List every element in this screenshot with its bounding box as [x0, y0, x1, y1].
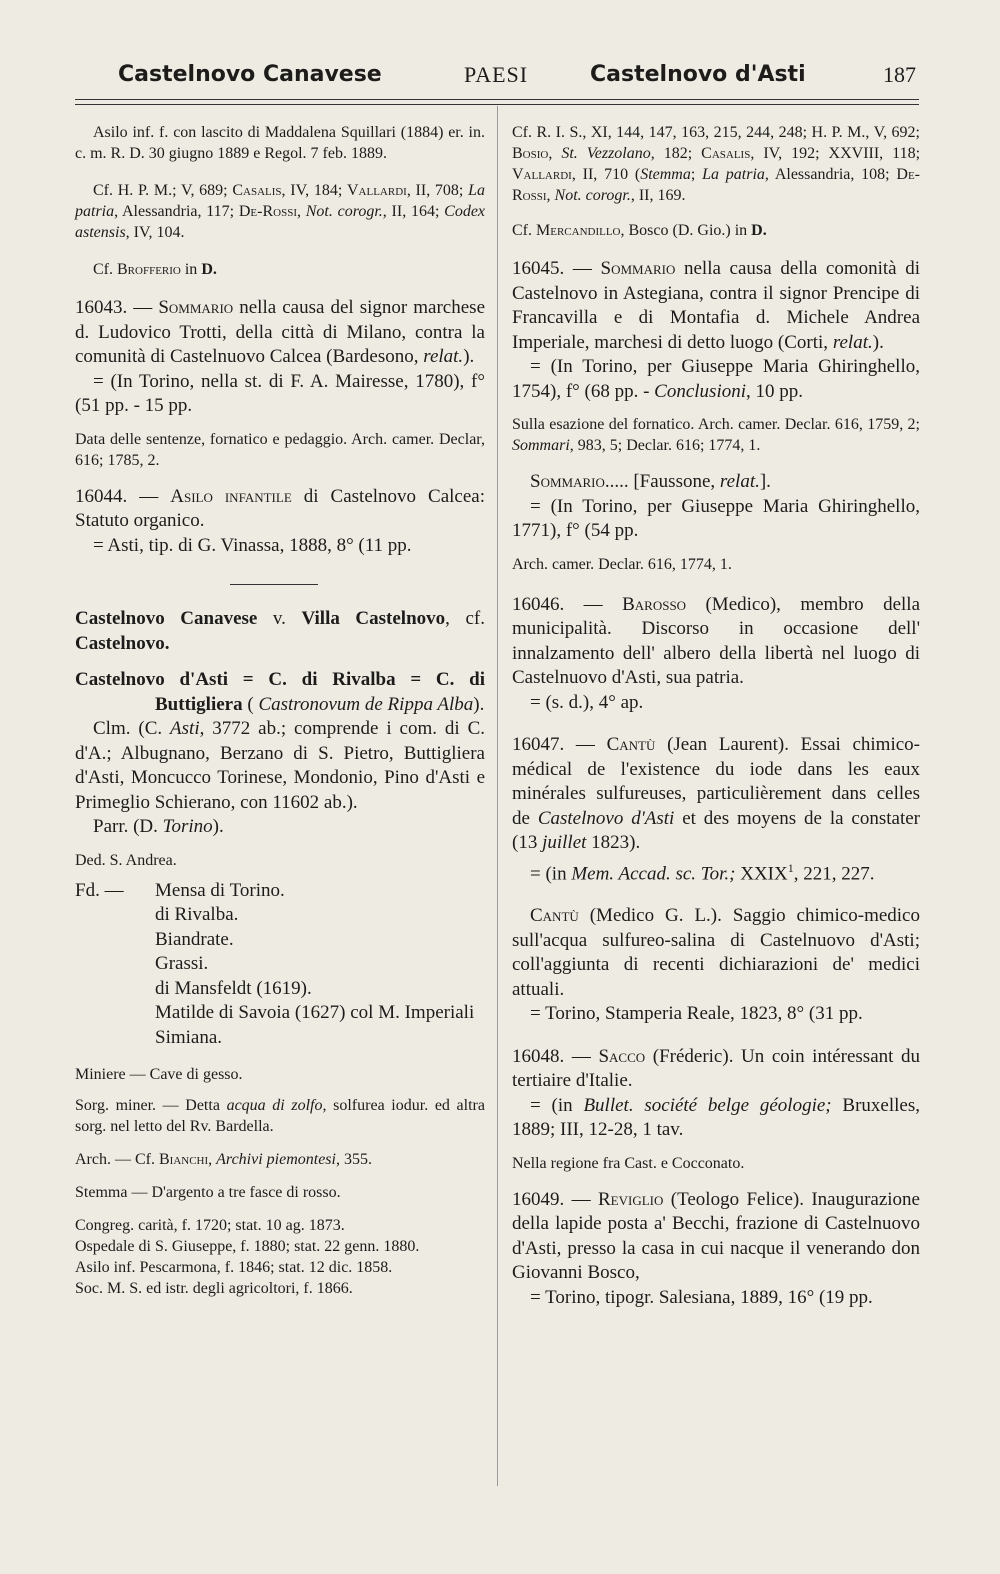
cf-cross-reference: Cf. Brofferio in D. [93, 261, 217, 278]
cf-references: Cf. H. P. M.; V, 689; Casalis, IV, 184; Vallardi, II, 708; La patria, Alessandria, 117; De-Rossi, Not. corogr., II, 164; Codex astensis, IV, 104. [75, 182, 486, 241]
publication-line: = Asti, tip. di G. Vinassa, 1888, 8° (11 pp. [93, 534, 412, 556]
publication-line: = Torino, tipogr. Salesiana, 1889, 16° (19 pp. [530, 1286, 873, 1308]
entry-note: Data delle sentenze, fornatico e pedaggio. Arch. camer. Declar, 616; 1785, 2. [75, 430, 485, 469]
miniere-line: Miniere — Cave di gesso. [75, 1066, 243, 1083]
publication-line: = (in Bullet. société belge géologie; Bruxelles, 1889; III, 12-28, 1 tav. [512, 1094, 920, 1141]
ospedale-line: Ospedale di S. Giuseppe, f. 1880; stat. 22 genn. 1880. [75, 1238, 420, 1255]
section-separator [230, 584, 318, 585]
asilo-pescarmona-line: Asilo inf. Pescarmona, f. 1846; stat. 12 dic. 1858. [75, 1259, 393, 1276]
entry-16043: 16043. — Sommario nella causa del signor marchese d. Ludovico Trotti, della città di Milano, contra la comunità di Castelnuovo Calcea (Bardesono, relat.). = (In Torino, nella st. di F. A. Mairesse, 1780), f° (51 pp. - 15 pp. Data delle sentenze, fornatico e pedaggio. Arch. camer. Declar, 616; 1785, 2. [75, 297, 485, 469]
running-header [118, 62, 918, 96]
societa-line: Soc. M. S. ed istr. degli agricoltori, f. 1866. [75, 1280, 353, 1297]
entry-note: Sulla esazione del fornatico. Arch. camer. Declar. 616, 1759, 2; Sommari, 983, 5; Declar. 616; 1774, 1. [512, 416, 920, 454]
publication-line: = (In Torino, nella st. di F. A. Mairesse, 1780), f° (51 pp. - 15 pp. [75, 370, 485, 416]
entry-16047: 16047. — Cantù (Jean Laurent). Essai chimico-médical de l'existence du iode dans les eaux minérales sulfureuses, particulièrement dans celles de Castelnovo d'Asti et des moyens de la constater (13 juillet 1823). = (in Mem. Accad. sc. Tor.; XXIX$^1$, 221, 227. [512, 733, 920, 886]
parrocchia-line: Parr. (D. Torino). [93, 816, 224, 837]
right-column [512, 122, 920, 1310]
asilo-note: Asilo inf. f. con lascito di Maddalena Squillari (1884) er. in. c. m. R. D. 30 giugno 1889 e Regol. 7 feb. 1889. [75, 124, 485, 162]
entry-note: Nella regione fra Cast. e Cocconato. [512, 1154, 745, 1172]
entry-16046: 16046. — Barosso (Medico), membro della municipalità. Discorso in occasione dell' innalzamento dell' albero della libertà nel luogo di Castelnuovo d'Asti, sua patria. = (s. d.), 4° ap. [512, 593, 920, 716]
entry-cantu-medico: Cantù (Medico G. L.). Saggio chimico-medico sull'acqua sulfureo-salina di Castelnuovo d'Asti; coll'aggiunta di recenti dichiarazioni de' medici attuali. = Torino, Stamperia Reale, 1823, 8° (31 pp. [512, 904, 920, 1027]
header-rule-top [75, 99, 919, 100]
header-left-title: Castelnovo Canavese [118, 62, 382, 87]
circondario-line: Clm. (C. Asti, 3772 ab.; comprende i com. di C. d'A.; Albugnano, Berzano di S. Pietro, Buttigliera d'Asti, Moncucco Torinese, Mondonio, Pino d'Asti e Primeglio Schierano, con 11602 ab.). [75, 718, 486, 813]
entry-16048: 16048. — Sacco (Fréderic). Un coin intéressant du tertiaire d'Italie. = (in Bullet. société belge géologie; Bruxelles, 1889; III, 12-28, 1 tav. Nella regione fra Cast. e Cocconato. [512, 1045, 921, 1172]
entry-16049: 16049. — Reviglio (Teologo Felice). Inaugurazione della lapide posta a' Becchi, frazione di Castelnuovo d'Asti, presso la casa in cui nacque il venerando don Giovanni Bosco, = Torino, tipogr. Salesiana, 1889, 16° (19 pp. [512, 1188, 920, 1311]
castelnovo-asti-heading: Castelnovo d'Asti = C. di Rivalba = C. di Buttigliera ( Castronovum de Rippa Alba). [75, 669, 485, 715]
page-number: 187 [883, 62, 916, 87]
sorgenti-line: Sorg. miner. — Detta acqua di zolfo, solfurea iodur. ed altra sorg. nel letto del Rv. Bardella. [75, 1097, 485, 1135]
left-column [75, 122, 485, 1299]
congregazione-line: Congreg. carità, f. 1720; stat. 10 ag. 1873. [75, 1217, 345, 1234]
archivi-line: Arch. — Cf. Bianchi, Archivi piemontesi, 355. [75, 1151, 372, 1168]
entry-note: Arch. camer. Declar. 616, 1774, 1. [512, 555, 732, 573]
entry-16045: 16045. — Sommario nella causa della comonità di Castelnovo in Astegiana, contra il signor Prencipe di Francavilla e di Montafia d. Michele Andrea Imperiale, marchesi di detto luogo (Corti, relat.). = (In Torino, per Giuseppe Maria Ghiringhello, 1754), f° (68 pp. - Conclusioni, 10 pp. Sulla esazione del fornatico. Arch. camer. Declar. 616, 1759, 2; Sommari, 983, 5; Declar. 616; 1774, 1. Sommario..... [Faussone, relat.]. = (In Torino, per Giuseppe Maria Ghiringhello, 1771), f° (54 pp. Arch. camer. Declar. 616, 1774, 1. [512, 258, 920, 573]
cf-cross-reference-right: Cf. Mercandillo, Bosco (D. Gio.) in D. [512, 222, 767, 239]
dedication-line: Ded. S. Andrea. [75, 851, 177, 869]
header-right-title: Castelnovo d'Asti [590, 62, 806, 87]
publication-line: = Torino, Stamperia Reale, 1823, 8° (31 pp. [530, 1003, 863, 1025]
column-divider [497, 106, 498, 1486]
publication-line: = (In Torino, per Giuseppe Maria Ghiringhello, 1754), f° (68 pp. - Conclusioni, 10 pp. [512, 356, 920, 402]
stemma-line: Stemma — D'argento a tre fasce di rosso. [75, 1184, 341, 1201]
header-section: PAESI [464, 62, 529, 87]
header-rule-bottom [75, 104, 919, 105]
publication-line: = (in Mem. Accad. sc. Tor.; XXIX$^1$, 221, 227. [530, 860, 875, 884]
publication-line: = (s. d.), 4° ap. [530, 691, 644, 713]
feudi-list: Fd. — Mensa di Torino. di Rivalba. Biandrate. Grassi. di Mansfeldt (1619). Matilde di Savoia (1627) col M. Imperiali Simiana. [75, 879, 475, 1048]
cf-references-right: Cf. R. I. S., XI, 144, 147, 163, 215, 244, 248; H. P. M., V, 692; Bosio, St. Vezzolano, 182; Casalis, IV, 192; XXVIII, 118; Vallardi, II, 710 (Stemma; La patria, Alessandria, 108; De-Rossi, Not. corogr., II, 169. [512, 124, 921, 204]
entry-16044: 16044. — Asilo infantile di Castelnovo Calcea: Statuto organico. = Asti, tip. di G. Vinassa, 1888, 8° (11 pp. [75, 485, 485, 559]
publication-line: = (In Torino, per Giuseppe Maria Ghiringhello, 1771), f° (54 pp. [512, 495, 920, 541]
villa-cross-reference: Castelnovo Canavese v. Villa Castelnovo, cf. Castelnovo. [75, 608, 485, 654]
